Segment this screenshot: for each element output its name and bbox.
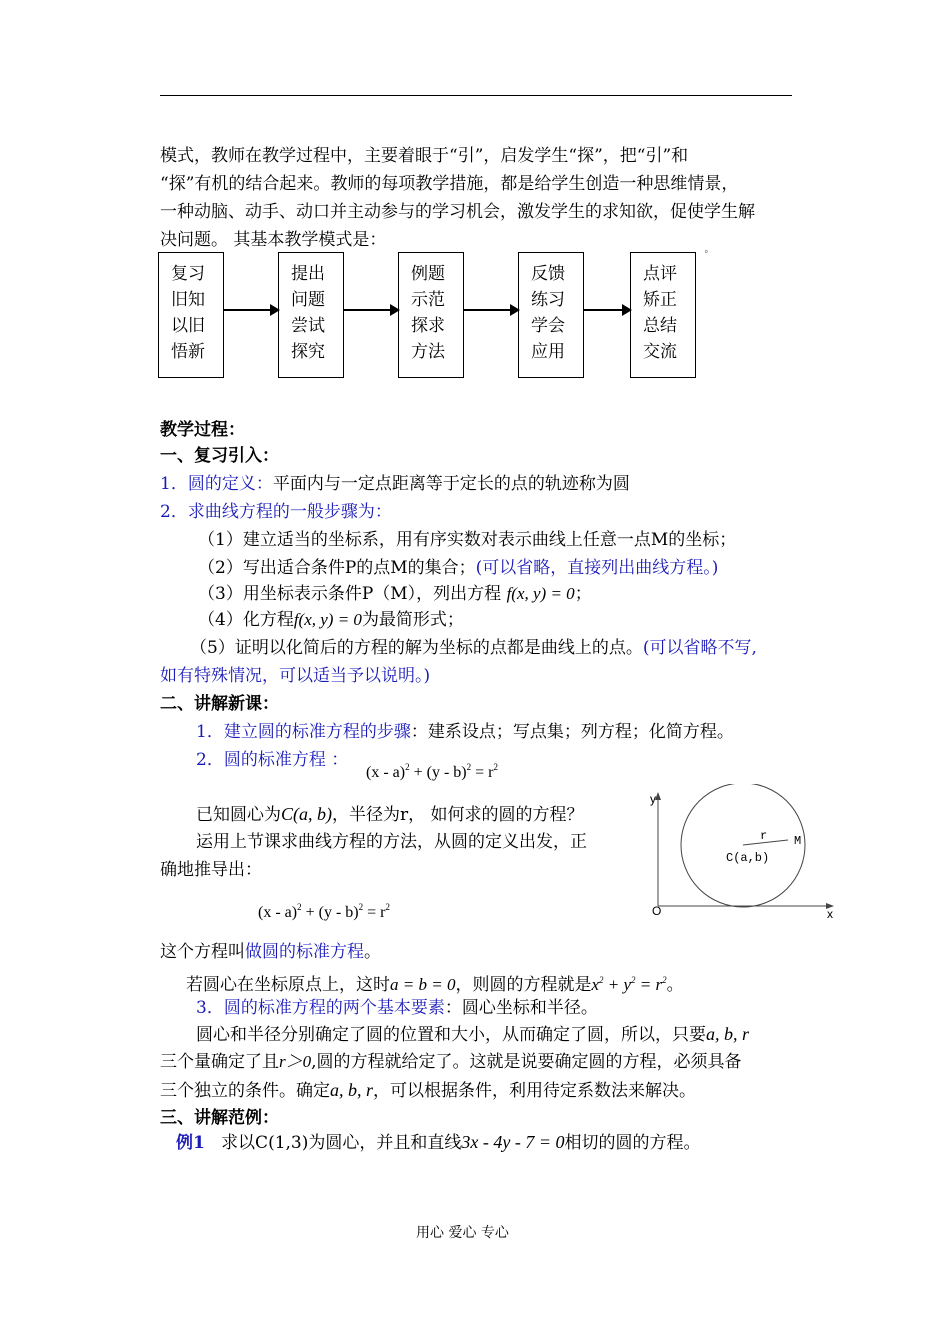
flow-box-summary: 点评 矫正 总结 交流 — [630, 252, 696, 378]
lesson-point-2: 2．圆的标准方程 ： — [196, 750, 349, 770]
standard-equation-name: 这个方程叫做圆的标准方程。 — [160, 942, 381, 962]
flow-box-example: 例题 示范 探求 方法 — [398, 252, 464, 378]
step-4: （4）化方程f(x, y) = 0为最简形式； — [198, 610, 464, 630]
para-line-1: 圆心和半径分别确定了圆的位置和大小，从而确定了圆，所以，只要a, b, r — [196, 1024, 750, 1045]
step-5: （5）证明以化简后的方程的解为坐标的点都是曲线上的点。(可以省略不写, — [190, 638, 757, 658]
step-5-note: 如有特殊情况，可以适当予以说明。) — [160, 666, 431, 686]
flow-arrow — [224, 309, 278, 311]
example-1: 例1 求以C(1,3)为圆心，并且和直线3x - 4y - 7 = 0相切的圆的方程。 — [176, 1132, 701, 1153]
flow-arrow — [584, 309, 630, 311]
section-1-heading: 一、复习引入： — [160, 446, 279, 466]
circle-figure — [648, 784, 838, 920]
derive-line-1: 运用上节课求曲线方程的方法，从圆的定义出发，正 — [196, 832, 587, 852]
known-center: 已知圆心为C(a, b)，半径为r， 如何求的圆的方程？ — [196, 804, 584, 825]
derive-line-2: 确地推导出： — [160, 860, 262, 880]
flow-box-question: 提出 问题 尝试 探究 — [278, 252, 344, 378]
intro-line-1: 模式，教师在教学过程中，主要着眼于“引”，启发学生“探”，把“引”和 — [160, 146, 689, 166]
process-heading: 教学过程： — [160, 420, 245, 440]
origin-case: 若圆心在坐标原点上，这时a = b = 0，则圆的方程就是$x^2 + y^2 = r^2$。 — [186, 975, 684, 995]
intro-line-3: 一种动脑、动手、动口并主动参与的学习机会，激发学生的求知欲，促使学生解 — [160, 202, 755, 222]
step-3: （3）用坐标表示条件P（M），列出方程 f(x, y) = 0； — [198, 584, 592, 604]
point-m-label: M — [794, 834, 802, 848]
flow-box-review: 复习 旧知 以旧 悟新 — [158, 252, 224, 378]
para-line-2: 三个量确定了且r＞0,圆的方程就给定了。这就是说要确定圆的方程，必须具备 — [160, 1052, 742, 1072]
origin-label: O — [652, 904, 662, 918]
standard-equation-2: $(x - a)^2 + (y - b)^2 = r^2$ — [258, 902, 390, 921]
intro-line-2: “探”有机的结合起来。教师的每项教学措施，都是给学生创造一种思维情景， — [160, 174, 739, 194]
center-label: C(a,b) — [726, 851, 770, 865]
header-rule — [160, 95, 792, 96]
step-2: （2）写出适合条件P的点M的集合；(可以省略，直接列出曲线方程。) — [198, 558, 719, 578]
x-axis-label: x — [827, 907, 833, 920]
paragraph-mark: ° — [704, 250, 709, 260]
curve-steps-label: 2．求曲线方程的一般步骤为： — [160, 502, 392, 522]
flow-arrow — [464, 309, 518, 311]
step-1: （1）建立适当的坐标系，用有序实数对表示曲线上任意一点M的坐标； — [198, 530, 737, 550]
standard-equation-1: $(x - a)^2 + (y - b)^2 = r^2$ — [366, 762, 498, 781]
lesson-point-3: 3．圆的标准方程的两个基本要素：圆心坐标和半径。 — [196, 998, 598, 1018]
page-footer: 用心 爱心 专心 — [416, 1225, 509, 1241]
circle-definition: 1．圆的定义：平面内与一定点距离等于定长的点的轨迹称为圆 — [160, 474, 630, 494]
radius-label: r — [760, 829, 768, 843]
circle-shape — [681, 784, 805, 907]
section-3-heading: 三、讲解范例： — [160, 1108, 279, 1128]
flow-box-practice: 反馈 练习 学会 应用 — [518, 252, 584, 378]
flow-arrow — [344, 309, 398, 311]
para-line-3: 三个独立的条件。确定a, b, r，可以根据条件，利用待定系数法来解决。 — [160, 1080, 697, 1101]
section-2-heading: 二、讲解新课： — [160, 694, 279, 714]
lesson-point-1: 1．建立圆的标准方程的步骤：建系设点；写点集；列方程；化简方程。 — [196, 722, 734, 742]
intro-line-4: 决问题。 其基本教学模式是： — [160, 230, 387, 250]
y-axis-label: y — [650, 792, 656, 806]
